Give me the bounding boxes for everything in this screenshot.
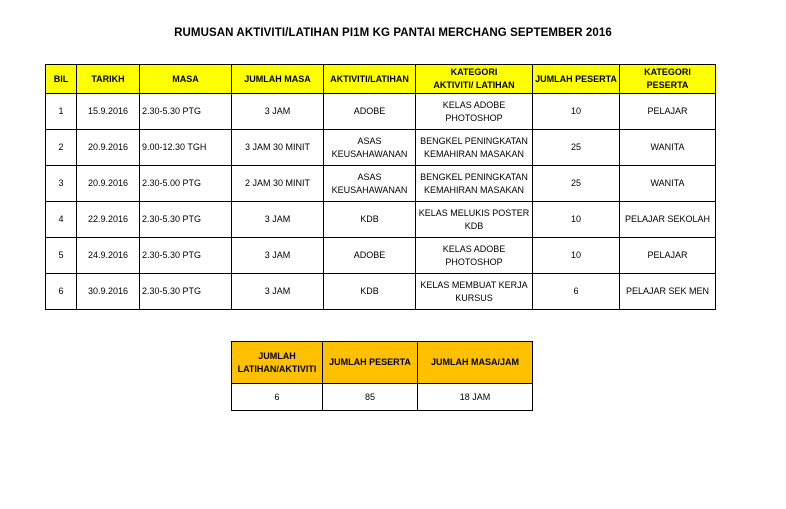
cell-jumlah-peserta: 10 [533, 94, 620, 130]
cell-jumlah-masa: 2 JAM 30 MINIT [232, 166, 324, 202]
cell-kategori-peserta: WANITA [620, 166, 716, 202]
table-row [46, 94, 716, 130]
cell-aktiviti: KDB [324, 274, 416, 310]
cell-kategori-aktiviti: KELAS MELUKIS POSTER KDB [416, 202, 533, 238]
cell-aktiviti: ASAS KEUSAHAWANAN [324, 130, 416, 166]
cell-tarikh: 15.9.2016 [77, 94, 140, 130]
table-row [46, 202, 716, 238]
cell-jumlah-peserta: 10 [533, 238, 620, 274]
header-kategori-aktiviti: KATEGORI AKTIVITI/ LATIHAN [416, 65, 533, 94]
cell-masa: 2.30-5.30 PTG [140, 238, 232, 274]
header-jumlah-peserta: JUMLAH PESERTA [533, 65, 620, 94]
table-row [46, 130, 716, 166]
cell-kategori-aktiviti: BENGKEL PENINGKATAN KEMAHIRAN MASAKAN [416, 130, 533, 166]
cell-tarikh: 30.9.2016 [77, 274, 140, 310]
cell-kategori-aktiviti: KELAS MEMBUAT KERJA KURSUS [416, 274, 533, 310]
cell-kategori-peserta: WANITA [620, 130, 716, 166]
cell-bil: 5 [46, 238, 77, 274]
activity-table-header-row [46, 65, 716, 94]
cell-tarikh: 20.9.2016 [77, 130, 140, 166]
activity-table [45, 64, 716, 310]
cell-bil: 2 [46, 130, 77, 166]
cell-kategori-peserta: PELAJAR SEKOLAH [620, 202, 716, 238]
cell-kategori-peserta: PELAJAR SEK MEN [620, 274, 716, 310]
cell-kategori-aktiviti: KELAS ADOBE PHOTOSHOP [416, 94, 533, 130]
cell-aktiviti: ADOBE [324, 238, 416, 274]
report-title: RUMUSAN AKTIVITI/LATIHAN PI1M KG PANTAI MERCHANG SEPTEMBER 2016 [174, 27, 612, 39]
summary-header-jumlah-masa: JUMLAH MASA/JAM [418, 342, 533, 384]
summary-value-jumlah-latihan: 6 [232, 384, 323, 411]
cell-tarikh: 22.9.2016 [77, 202, 140, 238]
cell-tarikh: 24.9.2016 [77, 238, 140, 274]
summary-header-row [232, 342, 533, 384]
header-masa: MASA [140, 65, 232, 94]
cell-aktiviti: ASAS KEUSAHAWANAN [324, 166, 416, 202]
cell-masa: 2.30-5.30 PTG [140, 202, 232, 238]
cell-aktiviti: KDB [324, 202, 416, 238]
cell-tarikh: 20.9.2016 [77, 166, 140, 202]
cell-jumlah-peserta: 6 [533, 274, 620, 310]
cell-masa: 2.30-5.30 PTG [140, 274, 232, 310]
cell-masa: 9.00-12.30 TGH [140, 130, 232, 166]
header-jumlah-masa: JUMLAH MASA [232, 65, 324, 94]
summary-header-jumlah-peserta: JUMLAH PESERTA [323, 342, 418, 384]
cell-kategori-peserta: PELAJAR [620, 238, 716, 274]
cell-masa: 2.30-5.30 PTG [140, 94, 232, 130]
cell-masa: 2.30-5.00 PTG [140, 166, 232, 202]
summary-value-jumlah-peserta: 85 [323, 384, 418, 411]
table-row [46, 274, 716, 310]
header-aktiviti-latihan: AKTIVITI/LATIHAN [324, 65, 416, 94]
cell-jumlah-masa: 3 JAM 30 MINIT [232, 130, 324, 166]
cell-jumlah-masa: 3 JAM [232, 238, 324, 274]
summary-value-jumlah-masa: 18 JAM [418, 384, 533, 411]
header-bil: BIL [46, 65, 77, 94]
cell-bil: 4 [46, 202, 77, 238]
header-tarikh: TARIKH [77, 65, 140, 94]
cell-kategori-aktiviti: KELAS ADOBE PHOTOSHOP [416, 238, 533, 274]
summary-table [231, 341, 533, 411]
cell-jumlah-masa: 3 JAM [232, 202, 324, 238]
cell-jumlah-peserta: 25 [533, 166, 620, 202]
cell-bil: 1 [46, 94, 77, 130]
table-row [46, 166, 716, 202]
summary-header-jumlah-latihan: JUMLAH LATIHAN/AKTIVITI [232, 342, 323, 384]
cell-aktiviti: ADOBE [324, 94, 416, 130]
cell-jumlah-peserta: 10 [533, 202, 620, 238]
header-kategori-peserta: KATEGORI PESERTA [620, 65, 716, 94]
cell-kategori-aktiviti: BENGKEL PENINGKATAN KEMAHIRAN MASAKAN [416, 166, 533, 202]
cell-jumlah-masa: 3 JAM [232, 94, 324, 130]
cell-jumlah-masa: 3 JAM [232, 274, 324, 310]
cell-kategori-peserta: PELAJAR [620, 94, 716, 130]
table-row [46, 238, 716, 274]
cell-bil: 3 [46, 166, 77, 202]
summary-value-row [232, 384, 533, 411]
cell-bil: 6 [46, 274, 77, 310]
cell-jumlah-peserta: 25 [533, 130, 620, 166]
